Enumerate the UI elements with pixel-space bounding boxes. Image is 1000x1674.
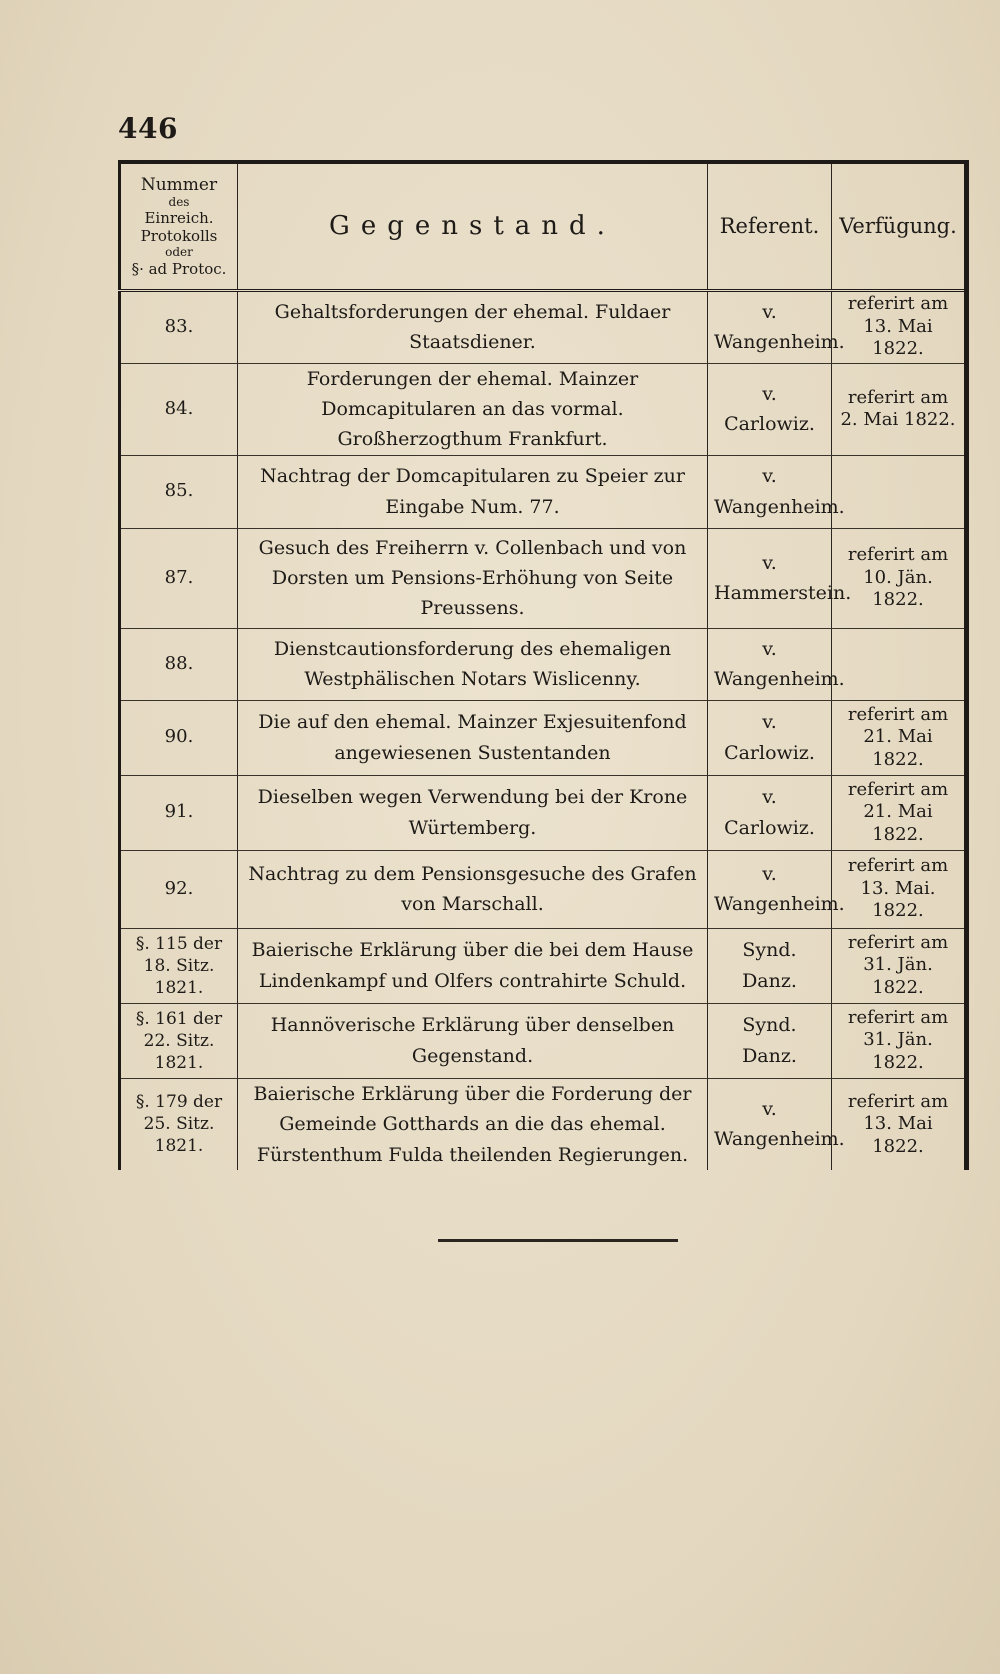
row-verfuegung: referirt am 13. Mai 1822. xyxy=(847,1090,949,1157)
row-referent: v. Hammerstein. xyxy=(708,528,832,628)
row-subject: Nachtrag zu dem Pensionsgesuche des Grafen von Marschall. xyxy=(238,850,708,928)
row-subject: Baierische Erklärung über die bei dem Hause Lindenkampf und Olfers contrahirte Schuld. xyxy=(238,928,708,1003)
header-number xyxy=(120,162,238,290)
table-row xyxy=(120,628,967,700)
table-row xyxy=(120,363,967,455)
register-table-wrapper xyxy=(118,160,965,1170)
header-row xyxy=(120,162,967,290)
row-referent: Synd. Danz. xyxy=(708,1003,832,1078)
row-referent: v. Wangenheim. xyxy=(708,850,832,928)
header-referent: Referent. xyxy=(708,162,832,290)
row-number: 85. xyxy=(120,455,238,528)
table-row xyxy=(120,700,967,775)
row-verfuegung: referirt am 31. Jän. 1822. xyxy=(832,1003,967,1078)
row-referent: v. Wangenheim. xyxy=(708,628,832,700)
row-number: 91. xyxy=(120,775,238,850)
header-number-line2: des xyxy=(168,195,190,210)
row-referent: v. Wangenheim. xyxy=(708,1078,832,1170)
row-referent: Synd. Danz. xyxy=(708,928,832,1003)
row-referent: v. Carlowiz. xyxy=(708,363,832,455)
row-number: §. 115 der 18. Sitz. 1821. xyxy=(120,928,238,1003)
header-subject: Gegenstand. xyxy=(238,162,708,290)
table-row xyxy=(120,290,967,363)
row-subject: Baierische Erklärung über die Forderung der Gemeinde Gotthards an die das ehemal. Fürstenthum Fulda theilenden Regierungen. xyxy=(238,1078,708,1170)
row-referent: v. Wangenheim. xyxy=(708,455,832,528)
row-subject: Gesuch des Freiherrn v. Collenbach und von Dorsten um Pensions-Erhöhung von Seite Preussens. xyxy=(238,528,708,628)
header-number-line1: Nummer xyxy=(140,174,218,195)
closing-rule xyxy=(438,1239,678,1242)
row-number: 88. xyxy=(120,628,238,700)
row-subject: Dieselben wegen Verwendung bei der Krone Würtemberg. xyxy=(238,775,708,850)
row-referent: v. Wangenheim. xyxy=(708,290,832,363)
row-number: 83. xyxy=(120,290,238,363)
page-number: 446 xyxy=(118,112,178,145)
row-number: 84. xyxy=(120,363,238,455)
row-subject: Nachtrag der Domcapitularen zu Speier zur Eingabe Num. 77. xyxy=(238,455,708,528)
table-row xyxy=(120,850,967,928)
header-number-line6: §· ad Protoc. xyxy=(131,259,227,278)
row-verfuegung xyxy=(832,455,967,528)
table-row xyxy=(120,1078,967,1170)
table-row xyxy=(120,1003,967,1078)
table-row xyxy=(120,455,967,528)
row-verfuegung: referirt am 21. Mai 1822. xyxy=(832,700,967,775)
row-number: §. 179 der 25. Sitz. 1821. xyxy=(120,1078,238,1170)
row-referent: v. Carlowiz. xyxy=(708,700,832,775)
header-verfuegung: Verfügung. xyxy=(832,162,967,290)
table-row xyxy=(120,775,967,850)
header-number-line5: oder xyxy=(165,245,193,260)
row-subject: Forderungen der ehemal. Mainzer Domcapitularen an das vormal. Großherzogthum Frankfurt. xyxy=(238,363,708,455)
row-verfuegung: referirt am 2. Mai 1822. xyxy=(832,363,967,455)
row-number: 92. xyxy=(120,850,238,928)
row-number: 87. xyxy=(120,528,238,628)
row-verfuegung: referirt am 31. Jän. 1822. xyxy=(832,928,967,1003)
row-number: 90. xyxy=(120,700,238,775)
header-number-line3: Einreich. xyxy=(144,209,214,228)
register-table xyxy=(118,160,969,1170)
row-subject: Die auf den ehemal. Mainzer Exjesuitenfond angewiesenen Sustentanden xyxy=(238,700,708,775)
header-number-line4: Protokolls xyxy=(140,227,218,246)
table-row xyxy=(120,528,967,628)
row-verfuegung xyxy=(832,628,967,700)
row-verfuegung: referirt am 13. Mai 1822. xyxy=(832,290,967,363)
row-verfuegung: referirt am 10. Jän. 1822. xyxy=(832,528,967,628)
row-subject: Dienstcautionsforderung des ehemaligen Westphälischen Notars Wislicenny. xyxy=(238,628,708,700)
table-row xyxy=(120,928,967,1003)
row-referent: v. Carlowiz. xyxy=(708,775,832,850)
row-subject: Hannöverische Erklärung über denselben Gegenstand. xyxy=(238,1003,708,1078)
row-number: §. 161 der 22. Sitz. 1821. xyxy=(120,1003,238,1078)
row-verfuegung: referirt am 13. Mai. 1822. xyxy=(832,850,967,928)
row-verfuegung: referirt am 21. Mai 1822. xyxy=(832,775,967,850)
row-subject: Gehaltsforderungen der ehemal. Fuldaer Staatsdiener. xyxy=(238,290,708,363)
